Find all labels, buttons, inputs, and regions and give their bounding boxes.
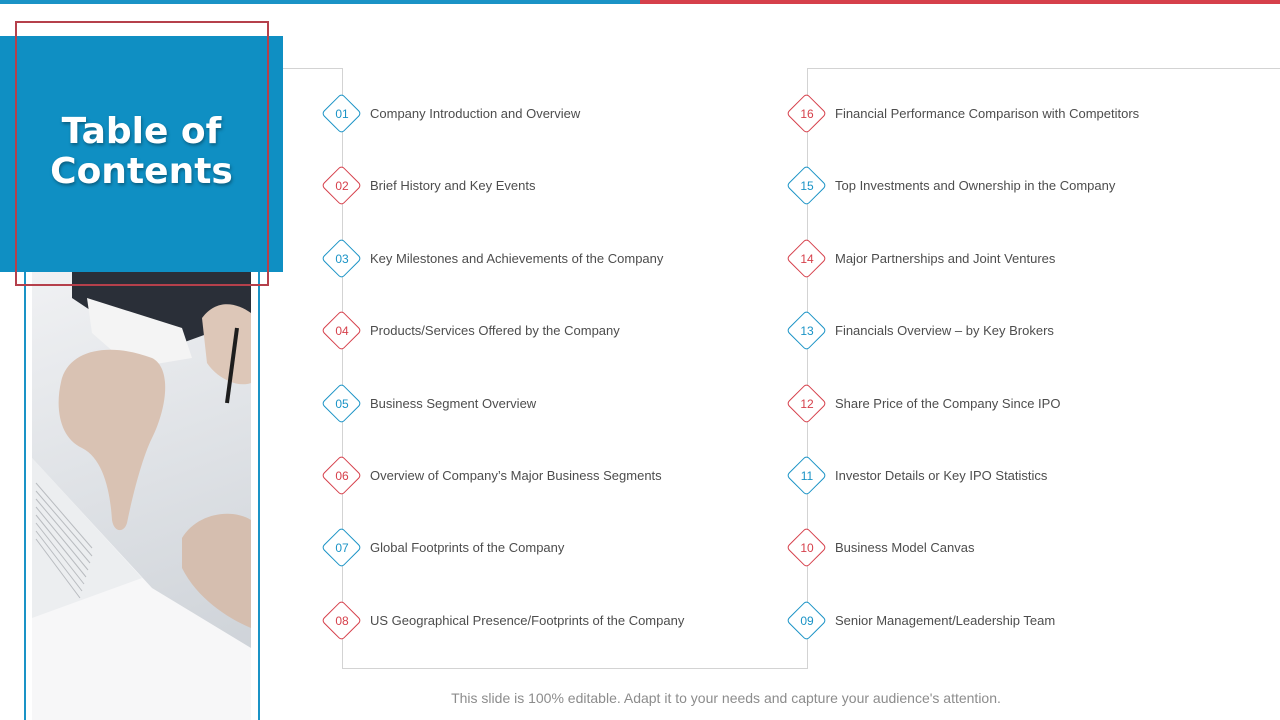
toc-label: Financial Performance Comparison with Competitors [835, 106, 1140, 121]
toc-label: Overview of Company’s Major Business Segments [370, 468, 662, 483]
toc-label: Key Milestones and Achievements of the Company [370, 251, 664, 266]
toc-number: 13 [800, 324, 814, 338]
toc-number: 03 [335, 252, 349, 266]
toc-label: Business Segment Overview [370, 396, 537, 411]
toc-label: Company Introduction and Overview [370, 106, 581, 121]
toc-item-11[interactable] [787, 456, 1207, 496]
toc-item-01[interactable] [322, 94, 742, 134]
toc-number: 12 [800, 397, 814, 411]
toc-number: 05 [335, 397, 349, 411]
toc-item-09[interactable] [787, 601, 1207, 641]
left-column-vertical-rail [342, 68, 343, 668]
toc-label: Major Partnerships and Joint Ventures [835, 251, 1056, 266]
toc-item-08[interactable] [322, 601, 742, 641]
toc-label: Share Price of the Company Since IPO [835, 396, 1061, 411]
toc-label: Global Footprints of the Company [370, 540, 565, 555]
toc-number: 08 [335, 614, 349, 628]
toc-label: Business Model Canvas [835, 540, 975, 555]
toc-label: Investor Details or Key IPO Statistics [835, 468, 1048, 483]
toc-number: 11 [800, 469, 814, 483]
toc-number: 15 [800, 179, 814, 193]
toc-number: 07 [335, 541, 349, 555]
toc-item-14[interactable] [787, 239, 1207, 279]
toc-number: 01 [335, 107, 349, 121]
toc-item-02[interactable] [322, 166, 742, 206]
left-column-top-rail [283, 68, 343, 69]
toc-item-16[interactable] [787, 94, 1207, 134]
toc-item-03[interactable] [322, 239, 742, 279]
toc-number: 04 [335, 324, 349, 338]
toc-label: Brief History and Key Events [370, 178, 536, 193]
photo-illustration [32, 258, 251, 720]
toc-number: 02 [335, 179, 349, 193]
toc-label: US Geographical Presence/Footprints of the Company [370, 613, 685, 628]
business-hands-photo [32, 258, 251, 720]
toc-label: Senior Management/Leadership Team [835, 613, 1056, 628]
toc-label: Financials Overview – by Key Brokers [835, 323, 1054, 338]
toc-item-04[interactable] [322, 311, 742, 351]
toc-item-05[interactable] [322, 384, 742, 424]
page-title: Table of Contents [50, 111, 233, 192]
footer-note: This slide is 100% editable. Adapt it to your needs and capture your audience's attention. [451, 690, 1001, 706]
toc-item-07[interactable] [322, 528, 742, 568]
toc-label: Products/Services Offered by the Company [370, 323, 620, 338]
top-accent-bar-red [640, 0, 1280, 4]
toc-item-06[interactable] [322, 456, 742, 496]
toc-label: Top Investments and Ownership in the Company [835, 178, 1116, 193]
toc-item-12[interactable] [787, 384, 1207, 424]
toc-item-13[interactable] [787, 311, 1207, 351]
toc-item-10[interactable] [787, 528, 1207, 568]
toc-number: 09 [800, 614, 814, 628]
bottom-connector-rail [342, 668, 808, 669]
toc-number: 06 [335, 469, 349, 483]
right-column-top-rail [807, 68, 1280, 69]
right-column-vertical-rail [807, 68, 808, 669]
toc-number: 16 [800, 107, 814, 121]
toc-number: 10 [800, 541, 814, 555]
toc-item-15[interactable] [787, 166, 1207, 206]
toc-number: 14 [800, 252, 814, 266]
top-accent-bar-blue [0, 0, 640, 4]
